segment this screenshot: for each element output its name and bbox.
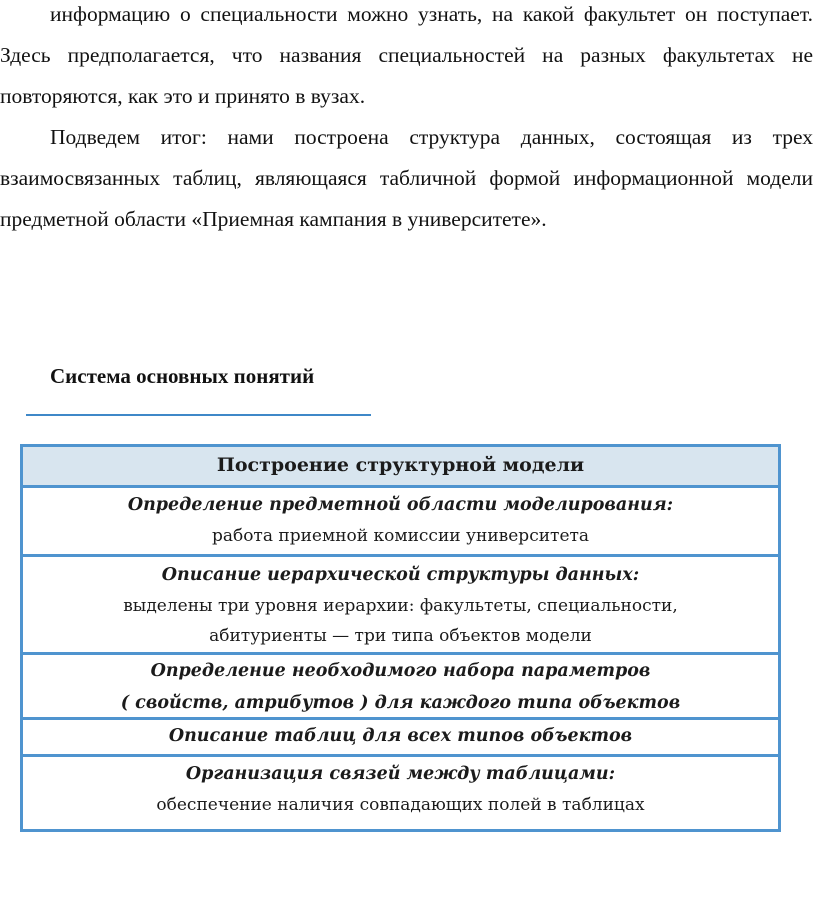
row-title: Определение предметной области моделирования:: [127, 495, 674, 515]
row-description: обеспечение наличия совпадающих полей в таблицах: [156, 795, 645, 815]
table-header: [23, 447, 778, 488]
body-paragraph-2: Подведем итог: нами построена структура данных, состоящая из трех взаимосвязанных таблиц, являющаяся табличной формой информационной модели предметной области «Приемная кампания в университете».: [0, 125, 813, 231]
row-title-line-1: Определение необходимого набора параметров: [150, 661, 651, 681]
row-description: работа приемной комиссии университета: [211, 526, 590, 546]
row-description-line-2: абитуриенты — три типа объектов модели: [209, 626, 592, 646]
table-row: [23, 557, 778, 655]
row-description-line-1: выделены три уровня иерархии: факультеты, специальности,: [123, 596, 678, 616]
section-heading: Система основных понятий: [50, 364, 315, 388]
row-title: Организация связей между таблицами:: [185, 764, 616, 784]
row-title: Описание таблиц для всех типов объектов: [168, 726, 633, 746]
table-row: [23, 720, 778, 757]
body-paragraph-1: информацию о специальности можно узнать, на какой факультет он поступает. Здесь предполагается, что названия специальностей на разных факультетах не повторяются, как это и принято в вузах.: [0, 2, 813, 108]
table-header-title: Построение структурной модели: [216, 454, 585, 476]
table-row: [23, 488, 778, 557]
row-title: Описание иерархической структуры данных:: [161, 565, 640, 585]
concept-table: [20, 444, 781, 832]
heading-underline: [26, 414, 371, 416]
table-row: [23, 655, 778, 720]
row-title-line-2: ( свойств, атрибутов ) для каждого типа объектов: [120, 693, 681, 713]
table-row: [23, 757, 778, 829]
